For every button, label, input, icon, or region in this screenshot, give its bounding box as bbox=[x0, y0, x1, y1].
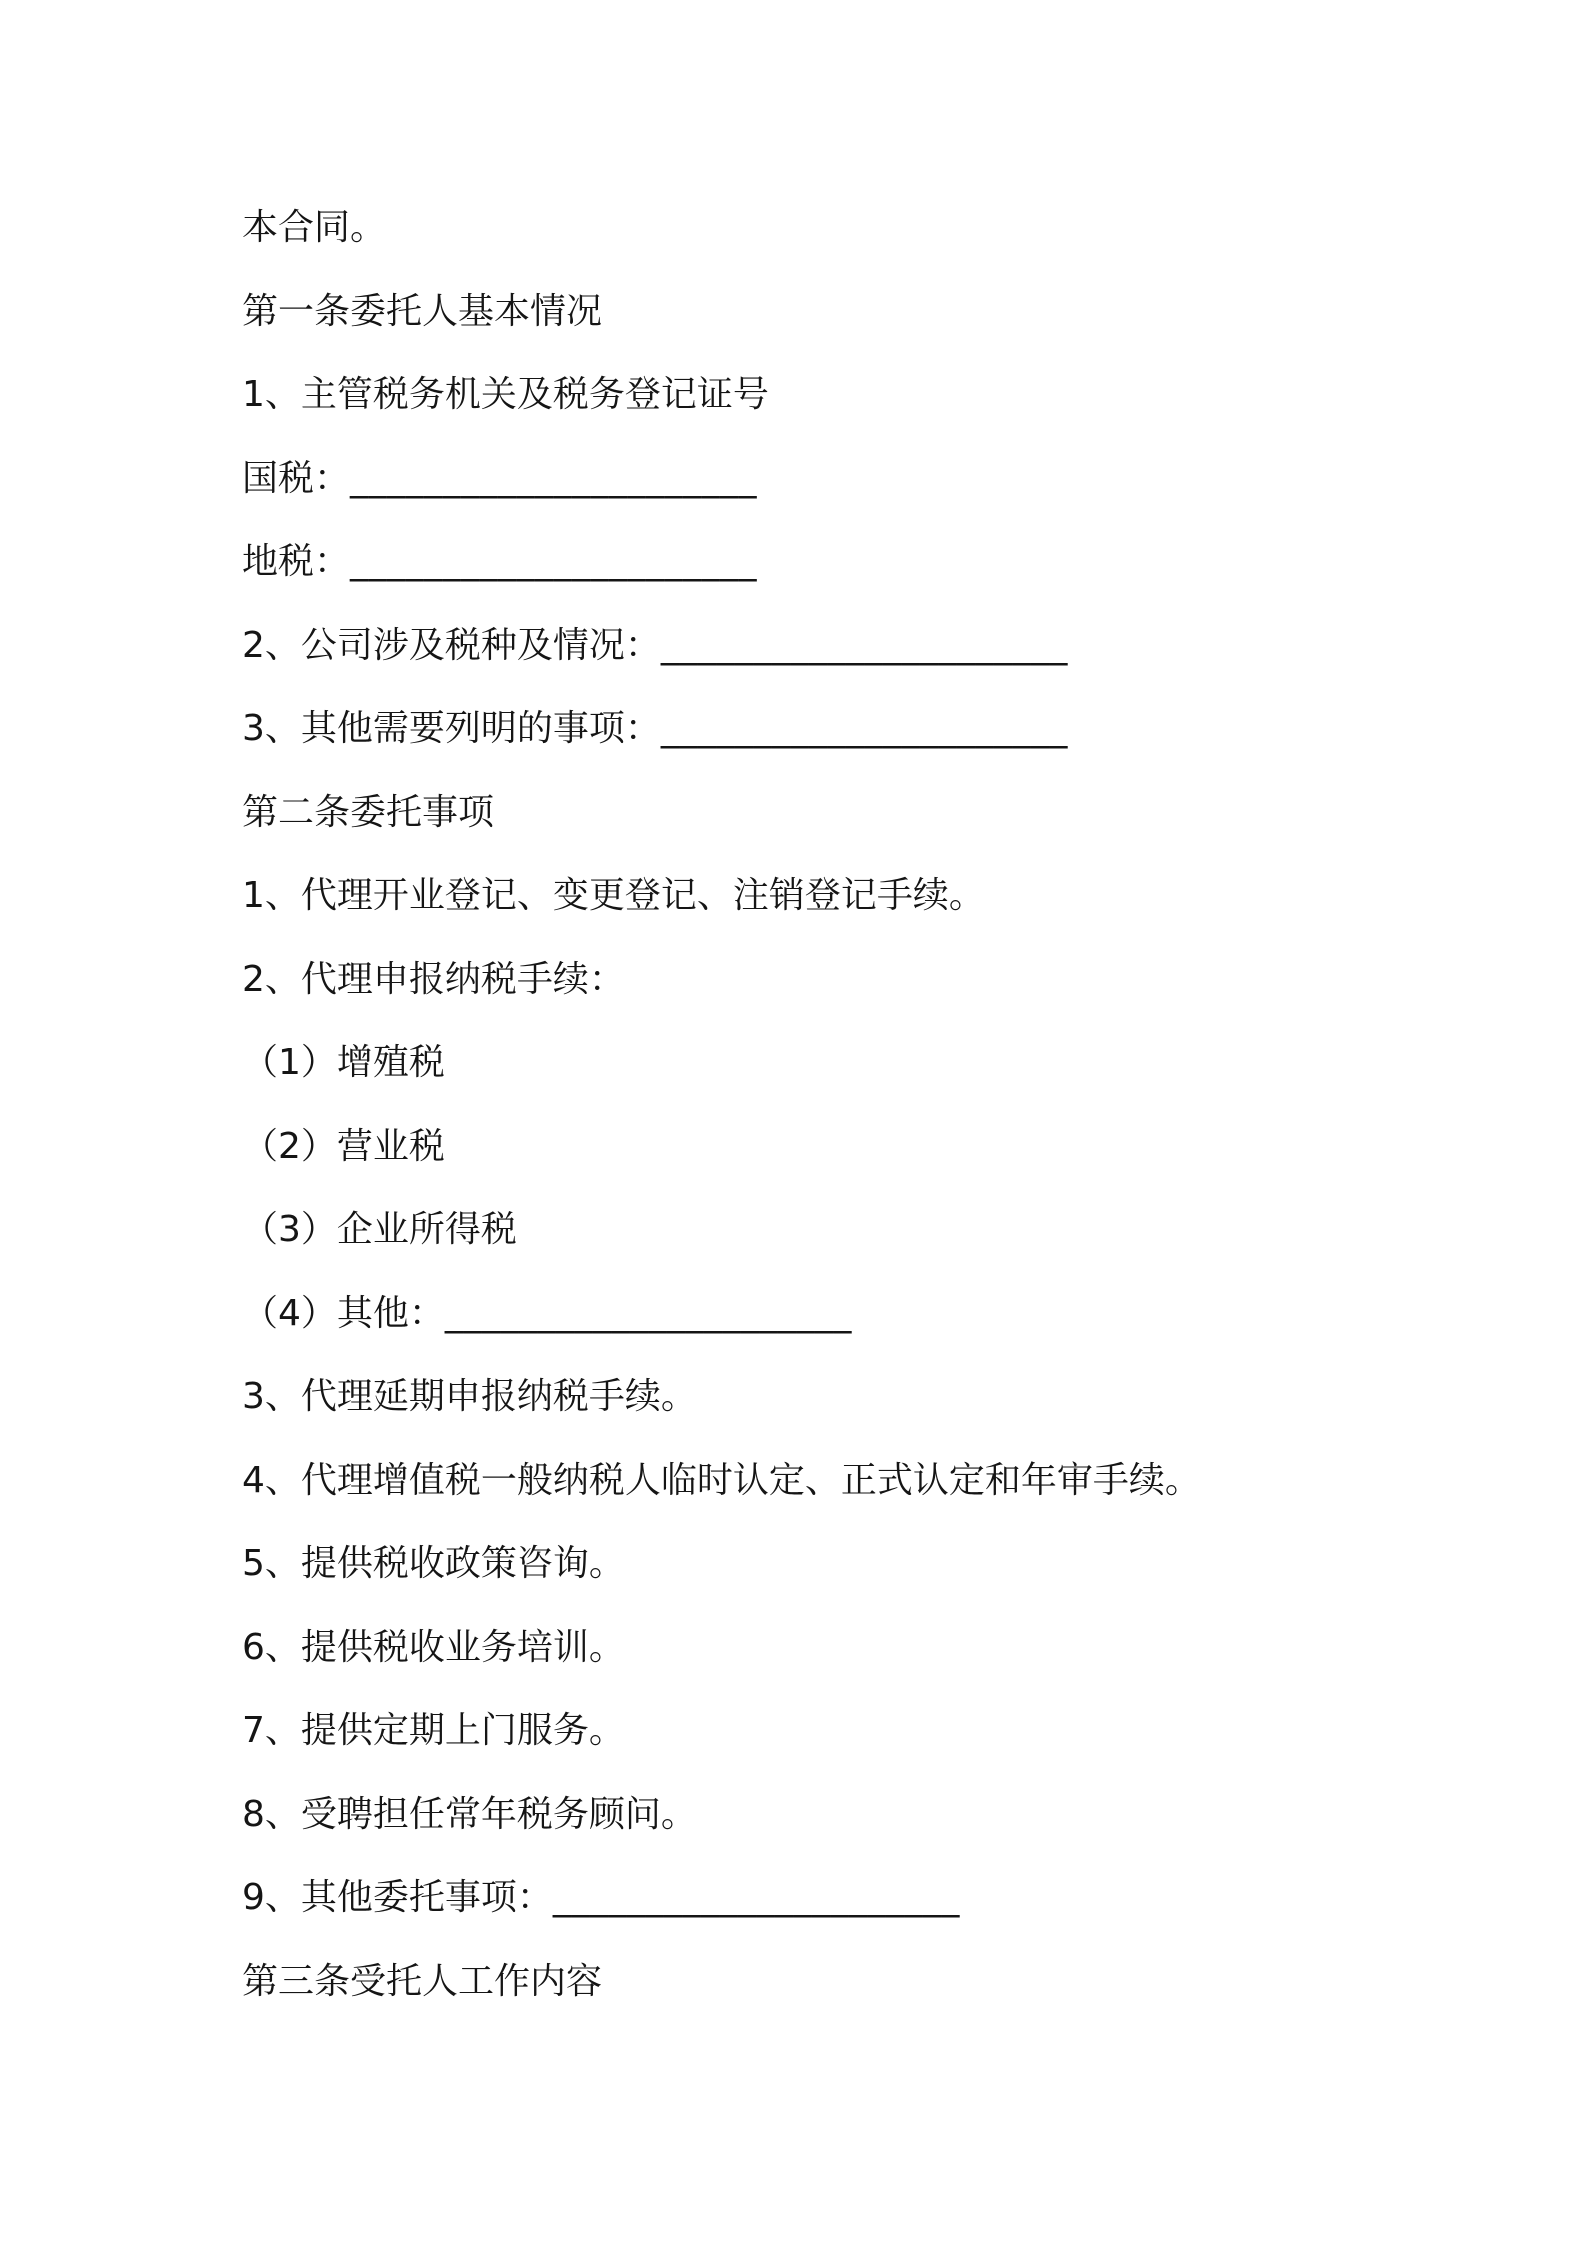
entrusted-item-4 bbox=[242, 1439, 1442, 1523]
field-label: 3、其他需要列明的事项： bbox=[242, 708, 661, 749]
field-label: 9、其他委托事项： bbox=[242, 1877, 553, 1918]
line-text: 3、代理延期申报纳税手续。 bbox=[242, 1376, 697, 1417]
sub-item-3 bbox=[242, 1188, 1442, 1272]
line-text: 4、代理增值税一般纳税人临时认定、正式认定和年审手续。 bbox=[242, 1459, 1201, 1501]
heading-text: 第三条受托人工作内容 bbox=[242, 1960, 603, 2002]
entrusted-item-1 bbox=[242, 854, 1442, 938]
entrusted-item-7 bbox=[242, 1689, 1442, 1773]
line-text: （3）企业所得税 bbox=[242, 1209, 517, 1250]
document-page bbox=[242, 186, 1442, 2023]
fill-in-blank: ______________________ bbox=[660, 624, 1068, 666]
entrusted-item-9 bbox=[242, 1856, 1442, 1940]
other-matters-field bbox=[242, 687, 1442, 771]
fill-in-blank: ______________________ bbox=[444, 1292, 852, 1334]
line-text: 1、主管税务机关及税务登记证号 bbox=[242, 374, 769, 415]
entrusted-item-2 bbox=[242, 938, 1442, 1022]
article-3-heading bbox=[242, 1940, 1442, 2024]
field-label: 国税： bbox=[242, 457, 351, 499]
contract-continuation-text bbox=[242, 186, 1442, 270]
item-tax-authority bbox=[242, 353, 1442, 437]
fill-in-blank: ______________________ bbox=[350, 541, 758, 582]
line-text: 8、受聘担任常年税务顾问。 bbox=[242, 1793, 697, 1835]
fill-in-blank: ______________________ bbox=[552, 1877, 960, 1918]
national-tax-field bbox=[242, 437, 1442, 521]
fill-in-blank: ______________________ bbox=[350, 457, 758, 499]
field-label: 地税： bbox=[242, 541, 351, 582]
article-2-heading bbox=[242, 771, 1442, 855]
local-tax-field bbox=[242, 520, 1442, 604]
heading-text: 第二条委托事项 bbox=[242, 791, 495, 833]
entrusted-item-6 bbox=[242, 1606, 1442, 1690]
sub-item-2 bbox=[242, 1105, 1442, 1189]
line-text: （2）营业税 bbox=[242, 1125, 445, 1167]
tax-types-field bbox=[242, 604, 1442, 688]
line-text: 2、代理申报纳税手续： bbox=[242, 958, 625, 1000]
fill-in-blank: ______________________ bbox=[660, 708, 1068, 749]
heading-text: 第一条委托人基本情况 bbox=[242, 290, 603, 332]
sub-item-4 bbox=[242, 1272, 1442, 1356]
field-label: （4）其他： bbox=[242, 1292, 445, 1334]
line-text: 7、提供定期上门服务。 bbox=[242, 1710, 625, 1751]
field-label: 2、公司涉及税种及情况： bbox=[242, 624, 661, 666]
line-text: 1、代理开业登记、变更登记、注销登记手续。 bbox=[242, 875, 985, 916]
entrusted-item-8 bbox=[242, 1773, 1442, 1857]
article-1-heading bbox=[242, 270, 1442, 354]
entrusted-item-3 bbox=[242, 1355, 1442, 1439]
line-text: 6、提供税收业务培训。 bbox=[242, 1626, 625, 1668]
line-text: 本合同。 bbox=[242, 207, 387, 248]
entrusted-item-5 bbox=[242, 1522, 1442, 1606]
line-text: （1）增殖税 bbox=[242, 1042, 445, 1083]
sub-item-1 bbox=[242, 1021, 1442, 1105]
line-text: 5、提供税收政策咨询。 bbox=[242, 1543, 625, 1584]
